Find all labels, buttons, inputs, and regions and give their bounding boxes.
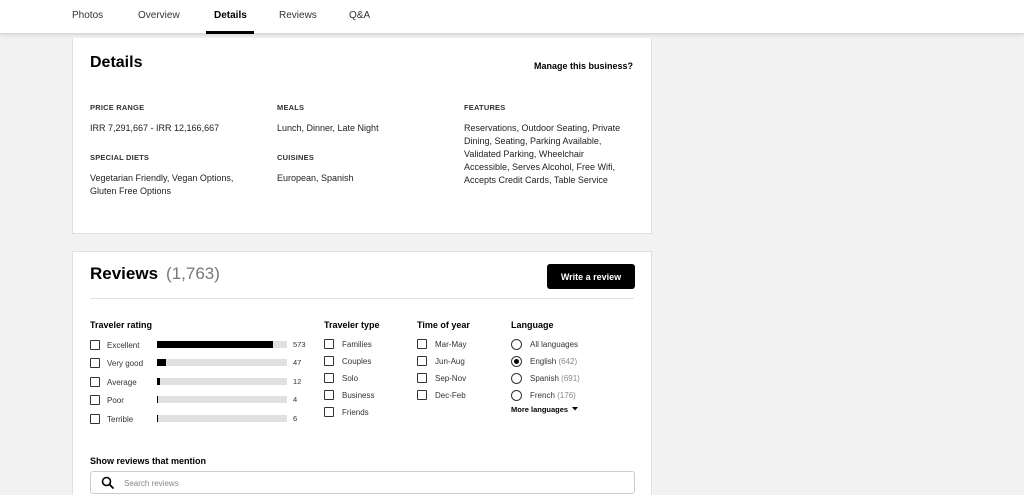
- rating-count: 47: [293, 358, 302, 367]
- details-title: Details: [90, 54, 143, 71]
- price-range-value: IRR 7,291,667 - IRR 12,166,667: [90, 123, 220, 133]
- rating-bar-fill: [157, 341, 273, 348]
- option-label: Couples: [342, 356, 372, 366]
- language-count: (642): [558, 356, 578, 366]
- reviews-title: Reviews: [90, 264, 159, 283]
- language-french[interactable]: [511, 389, 576, 401]
- traveler-type-solo[interactable]: [324, 372, 358, 384]
- option-label: Families: [342, 339, 372, 349]
- rating-bar: [157, 396, 287, 403]
- option-label: Business: [342, 390, 375, 400]
- option-label: [530, 374, 580, 383]
- write-review-button[interactable]: Write a review: [547, 264, 635, 289]
- tab-reviews[interactable]: Reviews: [279, 10, 317, 21]
- special-diets-value: Vegetarian Friendly, Vegan Options, Gluten Free Options: [90, 173, 234, 196]
- option-label: Solo: [342, 373, 359, 383]
- language-spanish[interactable]: [511, 372, 580, 384]
- rating-bar: [157, 359, 287, 366]
- manage-business-link[interactable]: Manage this business?: [534, 61, 634, 71]
- rating-bar: [157, 378, 287, 385]
- rating-row-very-good: [90, 357, 320, 369]
- option-label: Sep-Nov: [435, 373, 467, 383]
- rating-checkbox[interactable]: [90, 358, 100, 368]
- checkbox[interactable]: [417, 356, 427, 366]
- rating-label: Average: [107, 377, 137, 387]
- option-label: Friends: [342, 407, 369, 417]
- rating-count: 12: [293, 377, 302, 386]
- option-label: Jun-Aug: [435, 356, 465, 366]
- rating-bar-fill: [157, 415, 158, 422]
- option-label: Dec-Feb: [435, 390, 466, 400]
- traveler-rating-title: Traveler rating: [90, 320, 153, 330]
- checkbox[interactable]: [324, 390, 334, 400]
- reviews-divider: [90, 298, 634, 299]
- meals-label: MEALS: [277, 103, 305, 112]
- time-of-year-mar-may[interactable]: [417, 338, 467, 350]
- tab-overview[interactable]: Overview: [138, 10, 180, 21]
- checkbox[interactable]: [324, 373, 334, 383]
- active-tab-indicator: [206, 31, 254, 34]
- radio-selected[interactable]: [511, 356, 522, 367]
- details-card: [72, 38, 652, 234]
- rating-label: Excellent: [107, 340, 140, 350]
- tab-details[interactable]: Details: [214, 10, 247, 21]
- search-reviews-box: [90, 471, 635, 494]
- cuisines-value: European, Spanish: [277, 173, 354, 183]
- radio[interactable]: [511, 390, 522, 401]
- language-count: (691): [561, 373, 580, 383]
- language-name: All languages: [530, 339, 579, 349]
- search-reviews-input[interactable]: [124, 475, 604, 491]
- option-label: [530, 357, 577, 366]
- tab-qa[interactable]: Q&A: [349, 10, 371, 21]
- language-count: (176): [557, 390, 576, 400]
- rating-bar-fill: [157, 396, 158, 403]
- reviews-card: [72, 251, 652, 495]
- rating-bar-fill: [157, 378, 160, 385]
- time-of-year-dec-feb[interactable]: [417, 389, 466, 401]
- checkbox[interactable]: [417, 373, 427, 383]
- search-icon: [101, 476, 115, 490]
- features-label: FEATURES: [464, 103, 506, 112]
- language-name: French: [530, 390, 555, 400]
- rating-checkbox[interactable]: [90, 340, 100, 350]
- rating-row-terrible: [90, 413, 320, 425]
- more-languages-link[interactable]: [511, 403, 579, 415]
- language-title: Language: [511, 320, 554, 330]
- rating-bar: [157, 341, 287, 348]
- rating-checkbox[interactable]: [90, 395, 100, 405]
- special-diets-label: SPECIAL DIETS: [90, 153, 150, 162]
- rating-bar-fill: [157, 359, 166, 366]
- checkbox[interactable]: [324, 339, 334, 349]
- radio[interactable]: [511, 373, 522, 384]
- traveler-type-business[interactable]: [324, 389, 374, 401]
- rating-row-poor: [90, 394, 320, 406]
- option-label: Mar-May: [435, 339, 467, 349]
- rating-count: 6: [293, 414, 298, 423]
- rating-row-excellent: [90, 339, 320, 351]
- rating-bar: [157, 415, 287, 422]
- checkbox[interactable]: [417, 339, 427, 349]
- rating-checkbox[interactable]: [90, 414, 100, 424]
- tab-photos[interactable]: Photos: [72, 10, 104, 21]
- rating-label: Very good: [107, 358, 144, 368]
- caret-down-icon: [571, 406, 579, 412]
- cuisines-label: CUISINES: [277, 153, 315, 162]
- language-all[interactable]: [511, 338, 578, 350]
- top-nav: [0, 0, 1024, 34]
- option-label: [530, 340, 578, 349]
- rating-label: Poor: [107, 395, 124, 405]
- checkbox[interactable]: [324, 356, 334, 366]
- checkbox[interactable]: [324, 407, 334, 417]
- traveler-type-families[interactable]: [324, 338, 372, 350]
- meals-value: Lunch, Dinner, Late Night: [277, 123, 379, 133]
- price-range-label: PRICE RANGE: [90, 103, 145, 112]
- traveler-type-title: Traveler type: [324, 320, 380, 330]
- time-of-year-sep-nov[interactable]: [417, 372, 466, 384]
- rating-count: 4: [293, 395, 298, 404]
- language-name: Spanish: [530, 373, 559, 383]
- time-of-year-title: Time of year: [417, 320, 470, 330]
- mention-title: Show reviews that mention: [90, 456, 207, 466]
- reviews-heading: [90, 264, 220, 284]
- language-english[interactable]: [511, 355, 577, 367]
- traveler-type-friends[interactable]: [324, 406, 369, 418]
- language-name: English: [530, 356, 557, 366]
- checkbox[interactable]: [417, 390, 427, 400]
- rating-row-average: [90, 376, 320, 388]
- option-label: [530, 391, 576, 400]
- features-value: Reservations, Outdoor Seating, Private Dining, Seating, Parking Available, Validated Parking, Wheelchair Accessible, Serves Alcohol, Free Wifi, Accepts Credit Cards, Table Service: [464, 123, 621, 185]
- traveler-type-couples[interactable]: [324, 355, 371, 367]
- reviews-count: (1,763): [166, 264, 220, 283]
- rating-checkbox[interactable]: [90, 377, 100, 387]
- more-languages-label: More languages: [511, 404, 569, 414]
- radio[interactable]: [511, 339, 522, 350]
- rating-label: Terrible: [107, 414, 134, 424]
- rating-count: 573: [293, 340, 306, 349]
- time-of-year-jun-aug[interactable]: [417, 355, 465, 367]
